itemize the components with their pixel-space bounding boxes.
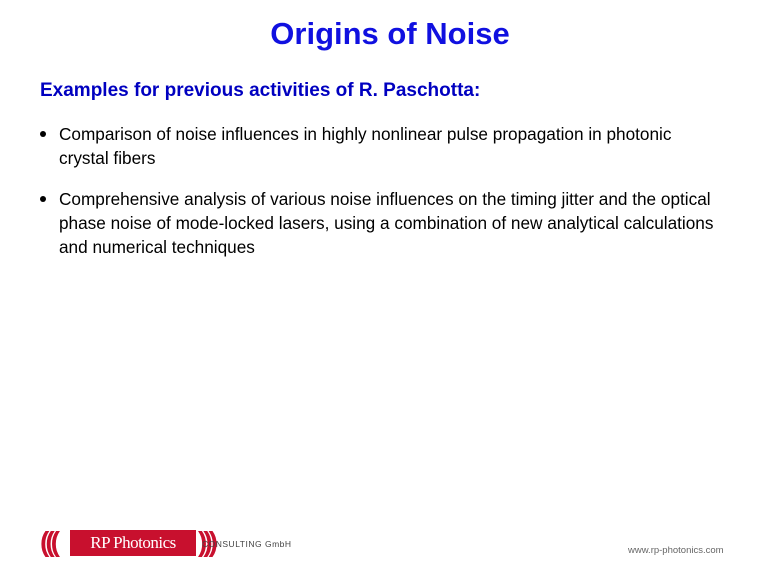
bullet-item [38,122,718,170]
slide-subtitle: Examples for previous activities of R. Paschotta: [40,80,481,101]
bullet-item [38,187,718,259]
slide-title: Origins of Noise [270,16,510,51]
bullet-text: Comprehensive analysis of various noise influences on the timing jitter and the optical phase noise of mode-locked lasers, using a combination of new analytical calculations and numerical techniques [59,189,714,257]
logo-paren-right: ))) [198,526,214,557]
logo-paren-left: ((( [40,526,56,557]
logo-box: RP Photonics [70,530,196,556]
bullet-dot-icon [40,131,46,137]
bullet-text: Comparison of noise influences in highly nonlinear pulse propagation in photonic crystal fibers [59,124,672,168]
slide-footer [0,520,780,562]
consulting-label: CONSULTING GmbH [202,539,292,549]
footer-url: www.rp-photonics.com [628,545,724,556]
bullet-list [38,122,718,276]
bullet-dot-icon [40,196,46,202]
